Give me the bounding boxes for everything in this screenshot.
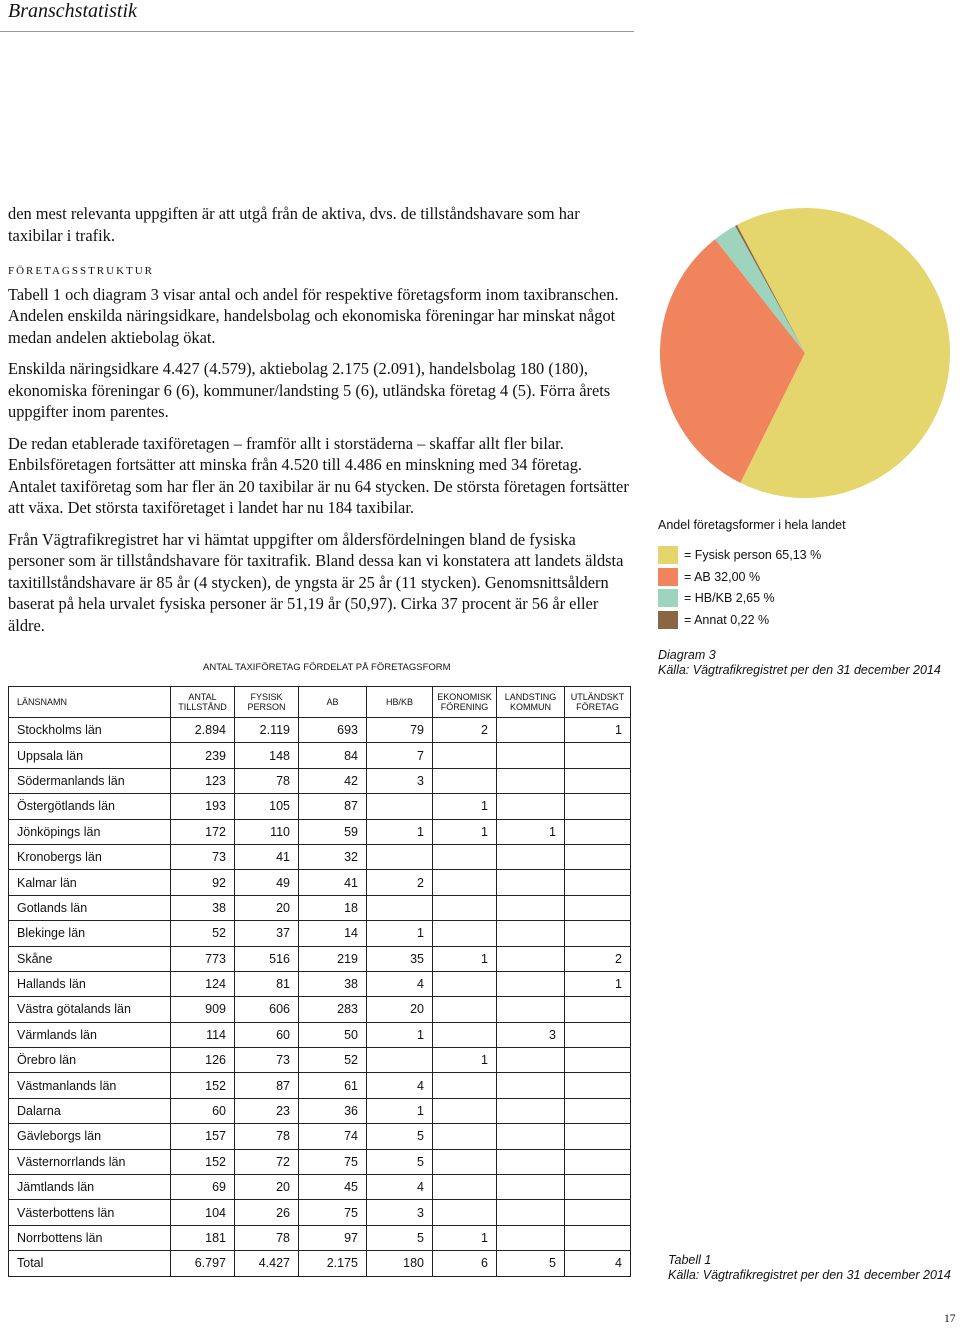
value-cell: 97 — [299, 1225, 367, 1250]
paragraph: Tabell 1 och diagram 3 visar antal och andel för respektive företagsform inom taxibranschen. Andelen enskilda näringsidkare, handelsbolag och ekonomiska föreningar har minskat något medan andelen aktiebolag ökat. — [8, 284, 619, 347]
value-cell — [565, 921, 631, 946]
value-cell: 148 — [235, 743, 299, 768]
value-cell: 1 — [565, 718, 631, 743]
value-cell: 6.797 — [171, 1251, 235, 1276]
value-cell — [367, 844, 433, 869]
value-cell — [433, 895, 497, 920]
value-cell — [433, 1124, 497, 1149]
table-header-row — [9, 687, 631, 718]
value-cell — [565, 794, 631, 819]
value-cell: 123 — [171, 768, 235, 793]
value-cell: 32 — [299, 844, 367, 869]
value-cell — [565, 1200, 631, 1225]
value-cell: 1 — [367, 1098, 433, 1123]
table-row — [9, 1175, 631, 1200]
value-cell: 516 — [235, 946, 299, 971]
legend-swatch — [658, 568, 678, 586]
value-cell: 84 — [299, 743, 367, 768]
value-cell — [367, 794, 433, 819]
paragraph: De redan etablerade taxiföretagen – framför allt i storstäderna – skaffar allt fler bilar. Enbilsföretagen fortsätter att minska från 4.520 till 4.486 en minskning med 34 företag. Antalet taxiföretag som har fler än 20 taxibilar är nu 64 stycken. De största företagen fortsätter att växa. Det största taxiföretaget i landet har nu 184 taxibilar. — [8, 433, 629, 517]
column-header: AB — [299, 687, 367, 718]
page-number: 17 — [944, 1313, 956, 1325]
column-header: ANTAL TILLSTÅND — [171, 687, 235, 718]
value-cell — [565, 1048, 631, 1073]
value-cell — [433, 768, 497, 793]
value-cell: 41 — [235, 844, 299, 869]
value-cell: 61 — [299, 1073, 367, 1098]
value-cell — [497, 1048, 565, 1073]
legend-label: = Fysisk person 65,13 % — [684, 548, 822, 562]
value-cell: 87 — [235, 1073, 299, 1098]
value-cell: 1 — [497, 819, 565, 844]
region-name-cell: Stockholms län — [9, 718, 171, 743]
value-cell: 909 — [171, 997, 235, 1022]
value-cell: 50 — [299, 1022, 367, 1047]
value-cell — [433, 743, 497, 768]
value-cell: 124 — [171, 971, 235, 996]
table-row — [9, 895, 631, 920]
value-cell: 7 — [367, 743, 433, 768]
value-cell: 157 — [171, 1124, 235, 1149]
column-header: FYSISK PERSON — [235, 687, 299, 718]
region-name-cell: Östergötlands län — [9, 794, 171, 819]
value-cell: 35 — [367, 946, 433, 971]
value-cell — [497, 743, 565, 768]
table-caption-source: Källa: Vägtrafikregistret per den 31 december 2014 — [668, 1268, 951, 1282]
legend-item — [658, 589, 821, 607]
value-cell: 52 — [171, 921, 235, 946]
region-name-cell: Uppsala län — [9, 743, 171, 768]
value-cell: 78 — [235, 1124, 299, 1149]
value-cell — [497, 946, 565, 971]
value-cell — [497, 1175, 565, 1200]
region-name-cell: Kronobergs län — [9, 844, 171, 869]
table-row — [9, 1124, 631, 1149]
value-cell: 1 — [433, 1225, 497, 1250]
value-cell — [433, 1175, 497, 1200]
table-row — [9, 794, 631, 819]
value-cell: 606 — [235, 997, 299, 1022]
legend-label: = HB/KB 2,65 % — [684, 591, 775, 605]
legend-item — [658, 611, 821, 629]
value-cell: 239 — [171, 743, 235, 768]
value-cell — [497, 870, 565, 895]
value-cell: 23 — [235, 1098, 299, 1123]
region-name-cell: Blekinge län — [9, 921, 171, 946]
value-cell: 114 — [171, 1022, 235, 1047]
value-cell — [497, 921, 565, 946]
column-header: EKONOMISK FÖRENING — [433, 687, 497, 718]
column-header: LANDSTING KOMMUN — [497, 687, 565, 718]
body-text — [8, 203, 633, 646]
table-row — [9, 997, 631, 1022]
table-row — [9, 844, 631, 869]
value-cell: 2.175 — [299, 1251, 367, 1276]
value-cell — [565, 895, 631, 920]
region-name-cell: Västmanlands län — [9, 1073, 171, 1098]
region-name-cell: Västra götalands län — [9, 997, 171, 1022]
value-cell: 104 — [171, 1200, 235, 1225]
value-cell — [565, 1022, 631, 1047]
value-cell: 181 — [171, 1225, 235, 1250]
legend-item — [658, 568, 821, 586]
value-cell: 1 — [367, 921, 433, 946]
value-cell: 20 — [235, 1175, 299, 1200]
value-cell — [565, 1225, 631, 1250]
value-cell — [433, 1200, 497, 1225]
region-name-cell: Värmlands län — [9, 1022, 171, 1047]
value-cell — [565, 870, 631, 895]
value-cell: 3 — [367, 768, 433, 793]
value-cell — [433, 921, 497, 946]
value-cell: 18 — [299, 895, 367, 920]
value-cell: 74 — [299, 1124, 367, 1149]
value-cell — [565, 1149, 631, 1174]
table-body — [9, 718, 631, 1277]
value-cell: 4.427 — [235, 1251, 299, 1276]
paragraph: Från Vägtrafikregistret har vi hämtat uppgifter om åldersfördelningen bland de fysiska personer som är tillståndshavare för taxitrafik. Bland dessa kan vi konstatera att landets äldsta taxitillståndshavare är 85 år (4 stycken), de yngsta är 25 år (11 stycken). Genomsnittsåldern baserat på hela urvalet fysiska personer är 51,19 år (50,97). Cirka 37 procent är 56 år eller äldre. — [8, 529, 624, 635]
value-cell: 4 — [565, 1251, 631, 1276]
region-name-cell: Västernorrlands län — [9, 1149, 171, 1174]
region-name-cell: Södermanlands län — [9, 768, 171, 793]
value-cell: 6 — [433, 1251, 497, 1276]
value-cell: 75 — [299, 1200, 367, 1225]
value-cell: 193 — [171, 794, 235, 819]
value-cell: 1 — [433, 946, 497, 971]
value-cell: 41 — [299, 870, 367, 895]
value-cell — [497, 1124, 565, 1149]
value-cell — [433, 844, 497, 869]
value-cell: 38 — [299, 971, 367, 996]
table-row — [9, 1022, 631, 1047]
value-cell: 1 — [367, 819, 433, 844]
value-cell — [433, 971, 497, 996]
value-cell: 81 — [235, 971, 299, 996]
value-cell: 3 — [497, 1022, 565, 1047]
value-cell: 60 — [235, 1022, 299, 1047]
value-cell: 172 — [171, 819, 235, 844]
chart-title: Andel företagsformer i hela landet — [658, 518, 846, 532]
value-cell — [565, 743, 631, 768]
value-cell: 37 — [235, 921, 299, 946]
value-cell — [497, 1098, 565, 1123]
table-row — [9, 921, 631, 946]
table-caption-label: Tabell 1 — [668, 1253, 712, 1267]
value-cell — [497, 1073, 565, 1098]
value-cell — [565, 1175, 631, 1200]
table-title: ANTAL TAXIFÖRETAG FÖRDELAT PÅ FÖRETAGSFORM — [203, 662, 451, 673]
table-row — [9, 1073, 631, 1098]
table-row — [9, 768, 631, 793]
value-cell: 152 — [171, 1149, 235, 1174]
value-cell: 3 — [367, 1200, 433, 1225]
value-cell: 60 — [171, 1098, 235, 1123]
paragraph: Enskilda näringsidkare 4.427 (4.579), aktiebolag 2.175 (2.091), handelsbolag 180 (180), ekonomiska föreningar 6 (6), kommuner/landsting 5 (6), utländska företag 4 (5). Förra årets uppgifter inom parentes. — [8, 359, 611, 421]
legend-item — [658, 546, 821, 564]
value-cell: 1 — [433, 1048, 497, 1073]
value-cell — [497, 718, 565, 743]
chart-legend — [658, 546, 821, 632]
value-cell: 20 — [235, 895, 299, 920]
region-name-cell: Jönköpings län — [9, 819, 171, 844]
value-cell — [497, 1200, 565, 1225]
data-table — [8, 686, 631, 1277]
region-name-cell: Kalmar län — [9, 870, 171, 895]
value-cell: 180 — [367, 1251, 433, 1276]
value-cell: 2.119 — [235, 718, 299, 743]
value-cell: 2 — [367, 870, 433, 895]
value-cell: 152 — [171, 1073, 235, 1098]
legend-swatch — [658, 546, 678, 564]
value-cell: 73 — [235, 1048, 299, 1073]
value-cell: 1 — [565, 971, 631, 996]
value-cell — [565, 1073, 631, 1098]
value-cell — [497, 1149, 565, 1174]
value-cell: 26 — [235, 1200, 299, 1225]
value-cell: 4 — [367, 1073, 433, 1098]
region-name-cell: Örebro län — [9, 1048, 171, 1073]
value-cell: 78 — [235, 1225, 299, 1250]
table-row — [9, 1251, 631, 1276]
value-cell — [497, 768, 565, 793]
value-cell — [367, 1048, 433, 1073]
value-cell: 42 — [299, 768, 367, 793]
value-cell — [433, 870, 497, 895]
value-cell — [497, 1225, 565, 1250]
value-cell: 110 — [235, 819, 299, 844]
value-cell: 59 — [299, 819, 367, 844]
value-cell: 52 — [299, 1048, 367, 1073]
diagram-caption-label: Diagram 3 — [658, 648, 716, 662]
header-divider — [0, 31, 634, 32]
value-cell — [565, 768, 631, 793]
value-cell: 773 — [171, 946, 235, 971]
table-row — [9, 971, 631, 996]
value-cell: 5 — [497, 1251, 565, 1276]
column-header: LÄNSNAMN — [9, 687, 171, 718]
legend-swatch — [658, 589, 678, 607]
value-cell: 92 — [171, 870, 235, 895]
table-row — [9, 743, 631, 768]
section-heading: företagsstruktur — [8, 262, 155, 278]
value-cell — [565, 1098, 631, 1123]
value-cell — [367, 895, 433, 920]
region-name-cell: Norrbottens län — [9, 1225, 171, 1250]
diagram-caption — [658, 648, 941, 678]
region-name-cell: Gävleborgs län — [9, 1124, 171, 1149]
value-cell: 2.894 — [171, 718, 235, 743]
value-cell: 693 — [299, 718, 367, 743]
value-cell — [433, 1073, 497, 1098]
region-name-cell: Jämtlands län — [9, 1175, 171, 1200]
value-cell — [497, 971, 565, 996]
legend-label: = AB 32,00 % — [684, 569, 761, 584]
value-cell — [497, 844, 565, 869]
table-row — [9, 1149, 631, 1174]
legend-swatch — [658, 611, 678, 629]
pie-chart — [658, 206, 952, 500]
table-row — [9, 1048, 631, 1073]
table-row — [9, 946, 631, 971]
value-cell: 38 — [171, 895, 235, 920]
region-name-cell: Skåne — [9, 946, 171, 971]
region-name-cell: Hallands län — [9, 971, 171, 996]
value-cell: 1 — [367, 1022, 433, 1047]
value-cell — [565, 844, 631, 869]
value-cell: 20 — [367, 997, 433, 1022]
table-row — [9, 1200, 631, 1225]
value-cell — [433, 997, 497, 1022]
value-cell: 5 — [367, 1149, 433, 1174]
value-cell: 2 — [433, 718, 497, 743]
value-cell: 45 — [299, 1175, 367, 1200]
value-cell — [433, 1149, 497, 1174]
intro-paragraph: den mest relevanta uppgiften är att utgå från de aktiva, dvs. de tillståndshavare som har taxibilar i trafik. — [8, 204, 580, 245]
value-cell — [497, 997, 565, 1022]
value-cell: 219 — [299, 946, 367, 971]
value-cell — [565, 1124, 631, 1149]
table-row — [9, 819, 631, 844]
region-name-cell: Gotlands län — [9, 895, 171, 920]
value-cell: 4 — [367, 971, 433, 996]
value-cell: 87 — [299, 794, 367, 819]
value-cell — [433, 1022, 497, 1047]
column-header: HB/KB — [367, 687, 433, 718]
value-cell: 1 — [433, 819, 497, 844]
table-row — [9, 1098, 631, 1123]
column-header: UTLÄNDSKT FÖRETAG — [565, 687, 631, 718]
diagram-caption-source: Källa: Vägtrafikregistret per den 31 december 2014 — [658, 663, 941, 677]
value-cell: 5 — [367, 1225, 433, 1250]
value-cell — [433, 1098, 497, 1123]
value-cell: 73 — [171, 844, 235, 869]
value-cell — [565, 997, 631, 1022]
region-name-cell: Total — [9, 1251, 171, 1276]
value-cell: 49 — [235, 870, 299, 895]
page-header-title: Branschstatistik — [8, 0, 137, 22]
region-name-cell: Västerbottens län — [9, 1200, 171, 1225]
value-cell: 79 — [367, 718, 433, 743]
value-cell: 105 — [235, 794, 299, 819]
value-cell: 2 — [565, 946, 631, 971]
value-cell: 14 — [299, 921, 367, 946]
value-cell: 36 — [299, 1098, 367, 1123]
value-cell: 75 — [299, 1149, 367, 1174]
value-cell: 69 — [171, 1175, 235, 1200]
table-row — [9, 870, 631, 895]
region-name-cell: Dalarna — [9, 1098, 171, 1123]
value-cell — [497, 794, 565, 819]
value-cell — [565, 819, 631, 844]
value-cell: 126 — [171, 1048, 235, 1073]
value-cell: 72 — [235, 1149, 299, 1174]
table-row — [9, 718, 631, 743]
value-cell: 4 — [367, 1175, 433, 1200]
value-cell: 78 — [235, 768, 299, 793]
table-row — [9, 1225, 631, 1250]
table-caption — [668, 1253, 951, 1283]
value-cell: 283 — [299, 997, 367, 1022]
value-cell — [497, 895, 565, 920]
data-table-container — [8, 686, 630, 1277]
value-cell: 1 — [433, 794, 497, 819]
legend-label: = Annat 0,22 % — [684, 612, 770, 627]
value-cell: 5 — [367, 1124, 433, 1149]
